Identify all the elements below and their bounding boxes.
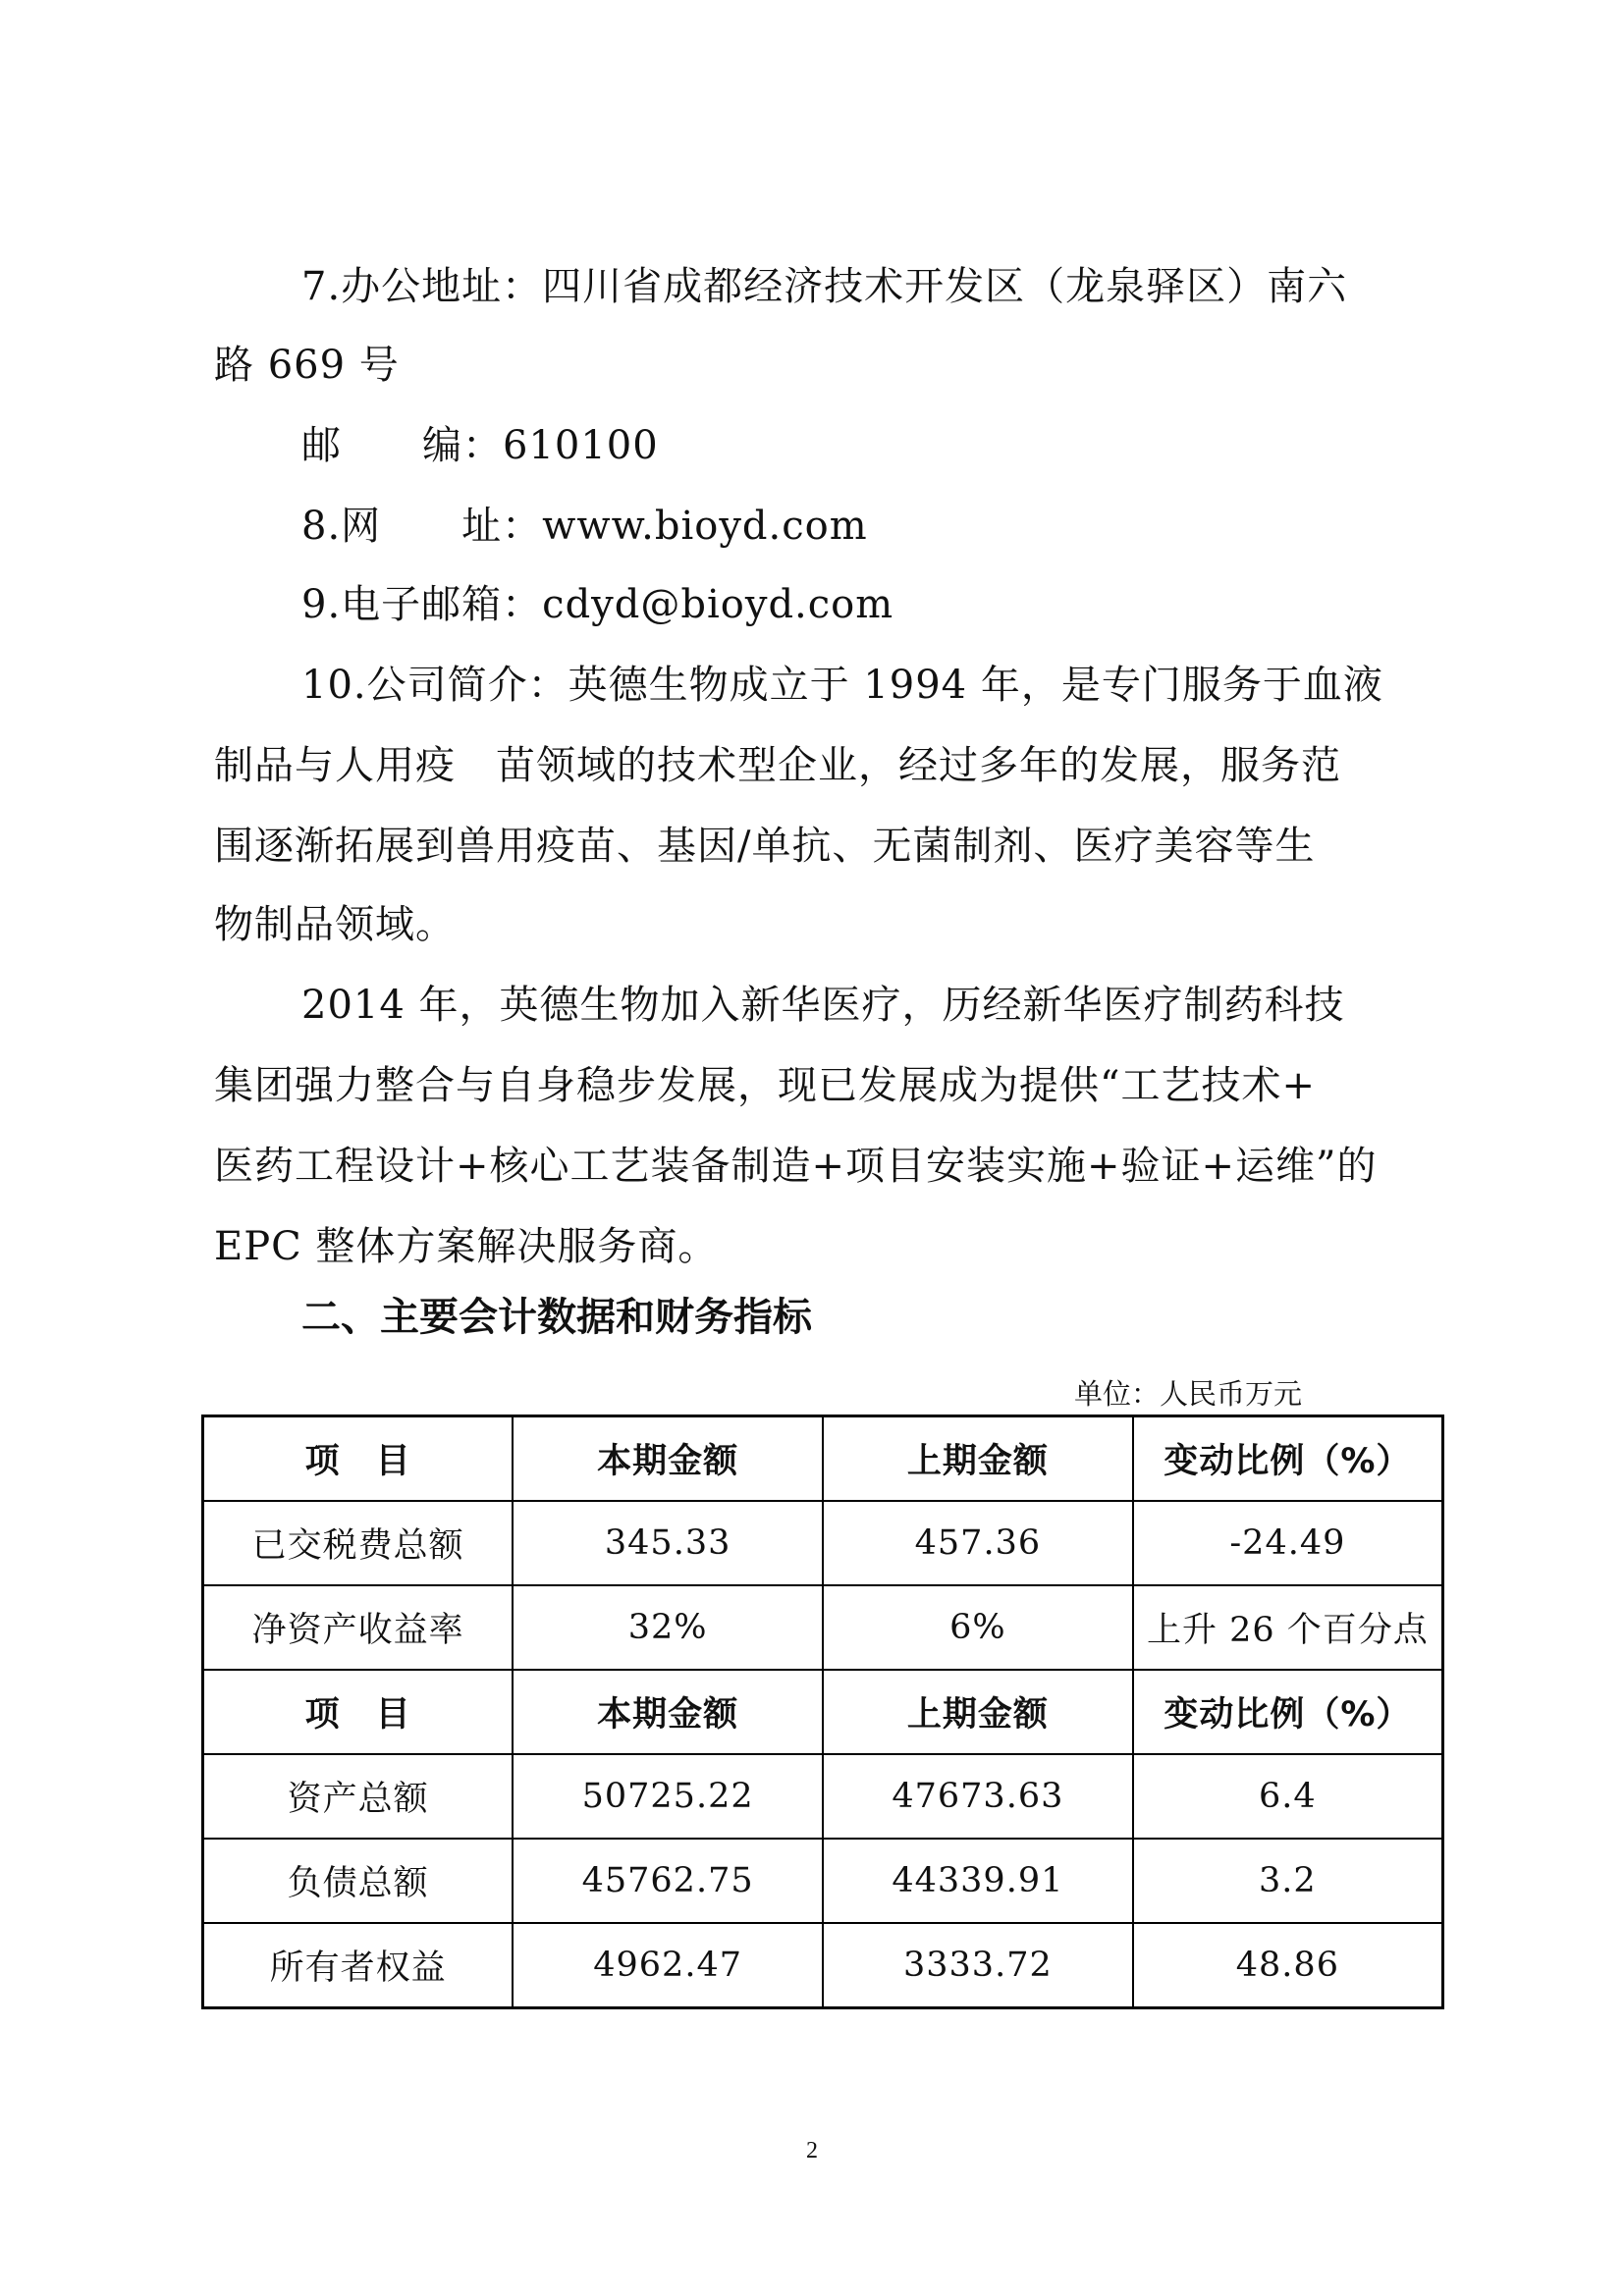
header-cell: 项 目 [203, 1670, 514, 1754]
table-cell: 32% [513, 1585, 823, 1670]
table-header-row [203, 1416, 1443, 1502]
header-cell: 变动比例（%） [1133, 1670, 1443, 1754]
table-cell: 50725.22 [513, 1754, 823, 1839]
postcode-line: 邮 编：610100 [301, 423, 659, 468]
table-cell: 6% [823, 1585, 1133, 1670]
table-cell: 44339.91 [823, 1839, 1133, 1923]
profile-line: EPC 整体方案解决服务商。 [214, 1224, 719, 1269]
table-cell: 净资产收益率 [203, 1585, 514, 1670]
header-cell: 变动比例（%） [1133, 1416, 1443, 1502]
address-line-2: 路 669 号 [214, 343, 400, 388]
table-cell: 3333.72 [823, 1923, 1133, 2008]
page-number: 2 [806, 2138, 818, 2163]
table-row [203, 1839, 1443, 1923]
table-cell: 3.2 [1133, 1839, 1443, 1923]
header-cell: 上期金额 [823, 1416, 1133, 1502]
profile-line: 医药工程设计+核心工艺装备制造+项目安装实施+验证+运维”的 [214, 1144, 1378, 1189]
profile-line: 物制品领域。 [214, 902, 456, 947]
profile-line: 围逐渐拓展到兽用疫苗、基因/单抗、无菌制剂、医疗美容等生 [214, 824, 1316, 869]
profile-line: 2014 年，英德生物加入新华医疗，历经新华医疗制药科技 [301, 983, 1345, 1028]
table-cell: 4962.47 [513, 1923, 823, 2008]
website-line: 8.网 址：www.bioyd.com [301, 504, 868, 549]
table-cell: 资产总额 [203, 1754, 514, 1839]
email-line: 9.电子邮箱：cdyd@bioyd.com [301, 582, 894, 627]
header-cell: 上期金额 [823, 1670, 1133, 1754]
table-cell: 所有者权益 [203, 1923, 514, 2008]
section-title: 二、主要会计数据和财务指标 [301, 1295, 812, 1340]
table-cell: 已交税费总额 [203, 1501, 514, 1585]
table-cell: 48.86 [1133, 1923, 1443, 2008]
table-cell: 457.36 [823, 1501, 1133, 1585]
table-row [203, 1754, 1443, 1839]
profile-line: 集团强力整合与自身稳步发展，现已发展成为提供“工艺技术+ [214, 1063, 1316, 1108]
unit-label: 单位：人民币万元 [1074, 1377, 1303, 1411]
address-line-1: 7.办公地址：四川省成都经济技术开发区（龙泉驿区）南六 [301, 264, 1348, 309]
header-cell: 项 目 [203, 1416, 514, 1502]
table-cell: 上升 26 个百分点 [1133, 1585, 1443, 1670]
table-cell: 45762.75 [513, 1839, 823, 1923]
table-cell: 47673.63 [823, 1754, 1133, 1839]
profile-line: 制品与人用疫 苗领域的技术型企业，经过多年的发展，服务范 [214, 743, 1341, 788]
table-cell: 6.4 [1133, 1754, 1443, 1839]
table-row [203, 1923, 1443, 2008]
header-cell: 本期金额 [513, 1416, 823, 1502]
header-cell: 本期金额 [513, 1670, 823, 1754]
table-row [203, 1501, 1443, 1585]
table-cell: -24.49 [1133, 1501, 1443, 1585]
table-cell: 345.33 [513, 1501, 823, 1585]
table-row [203, 1585, 1443, 1670]
table-header-row [203, 1670, 1443, 1754]
table-cell: 负债总额 [203, 1839, 514, 1923]
profile-line: 10.公司简介：英德生物成立于 1994 年，是专门服务于血液 [301, 663, 1383, 708]
financial-table [201, 1415, 1444, 2009]
